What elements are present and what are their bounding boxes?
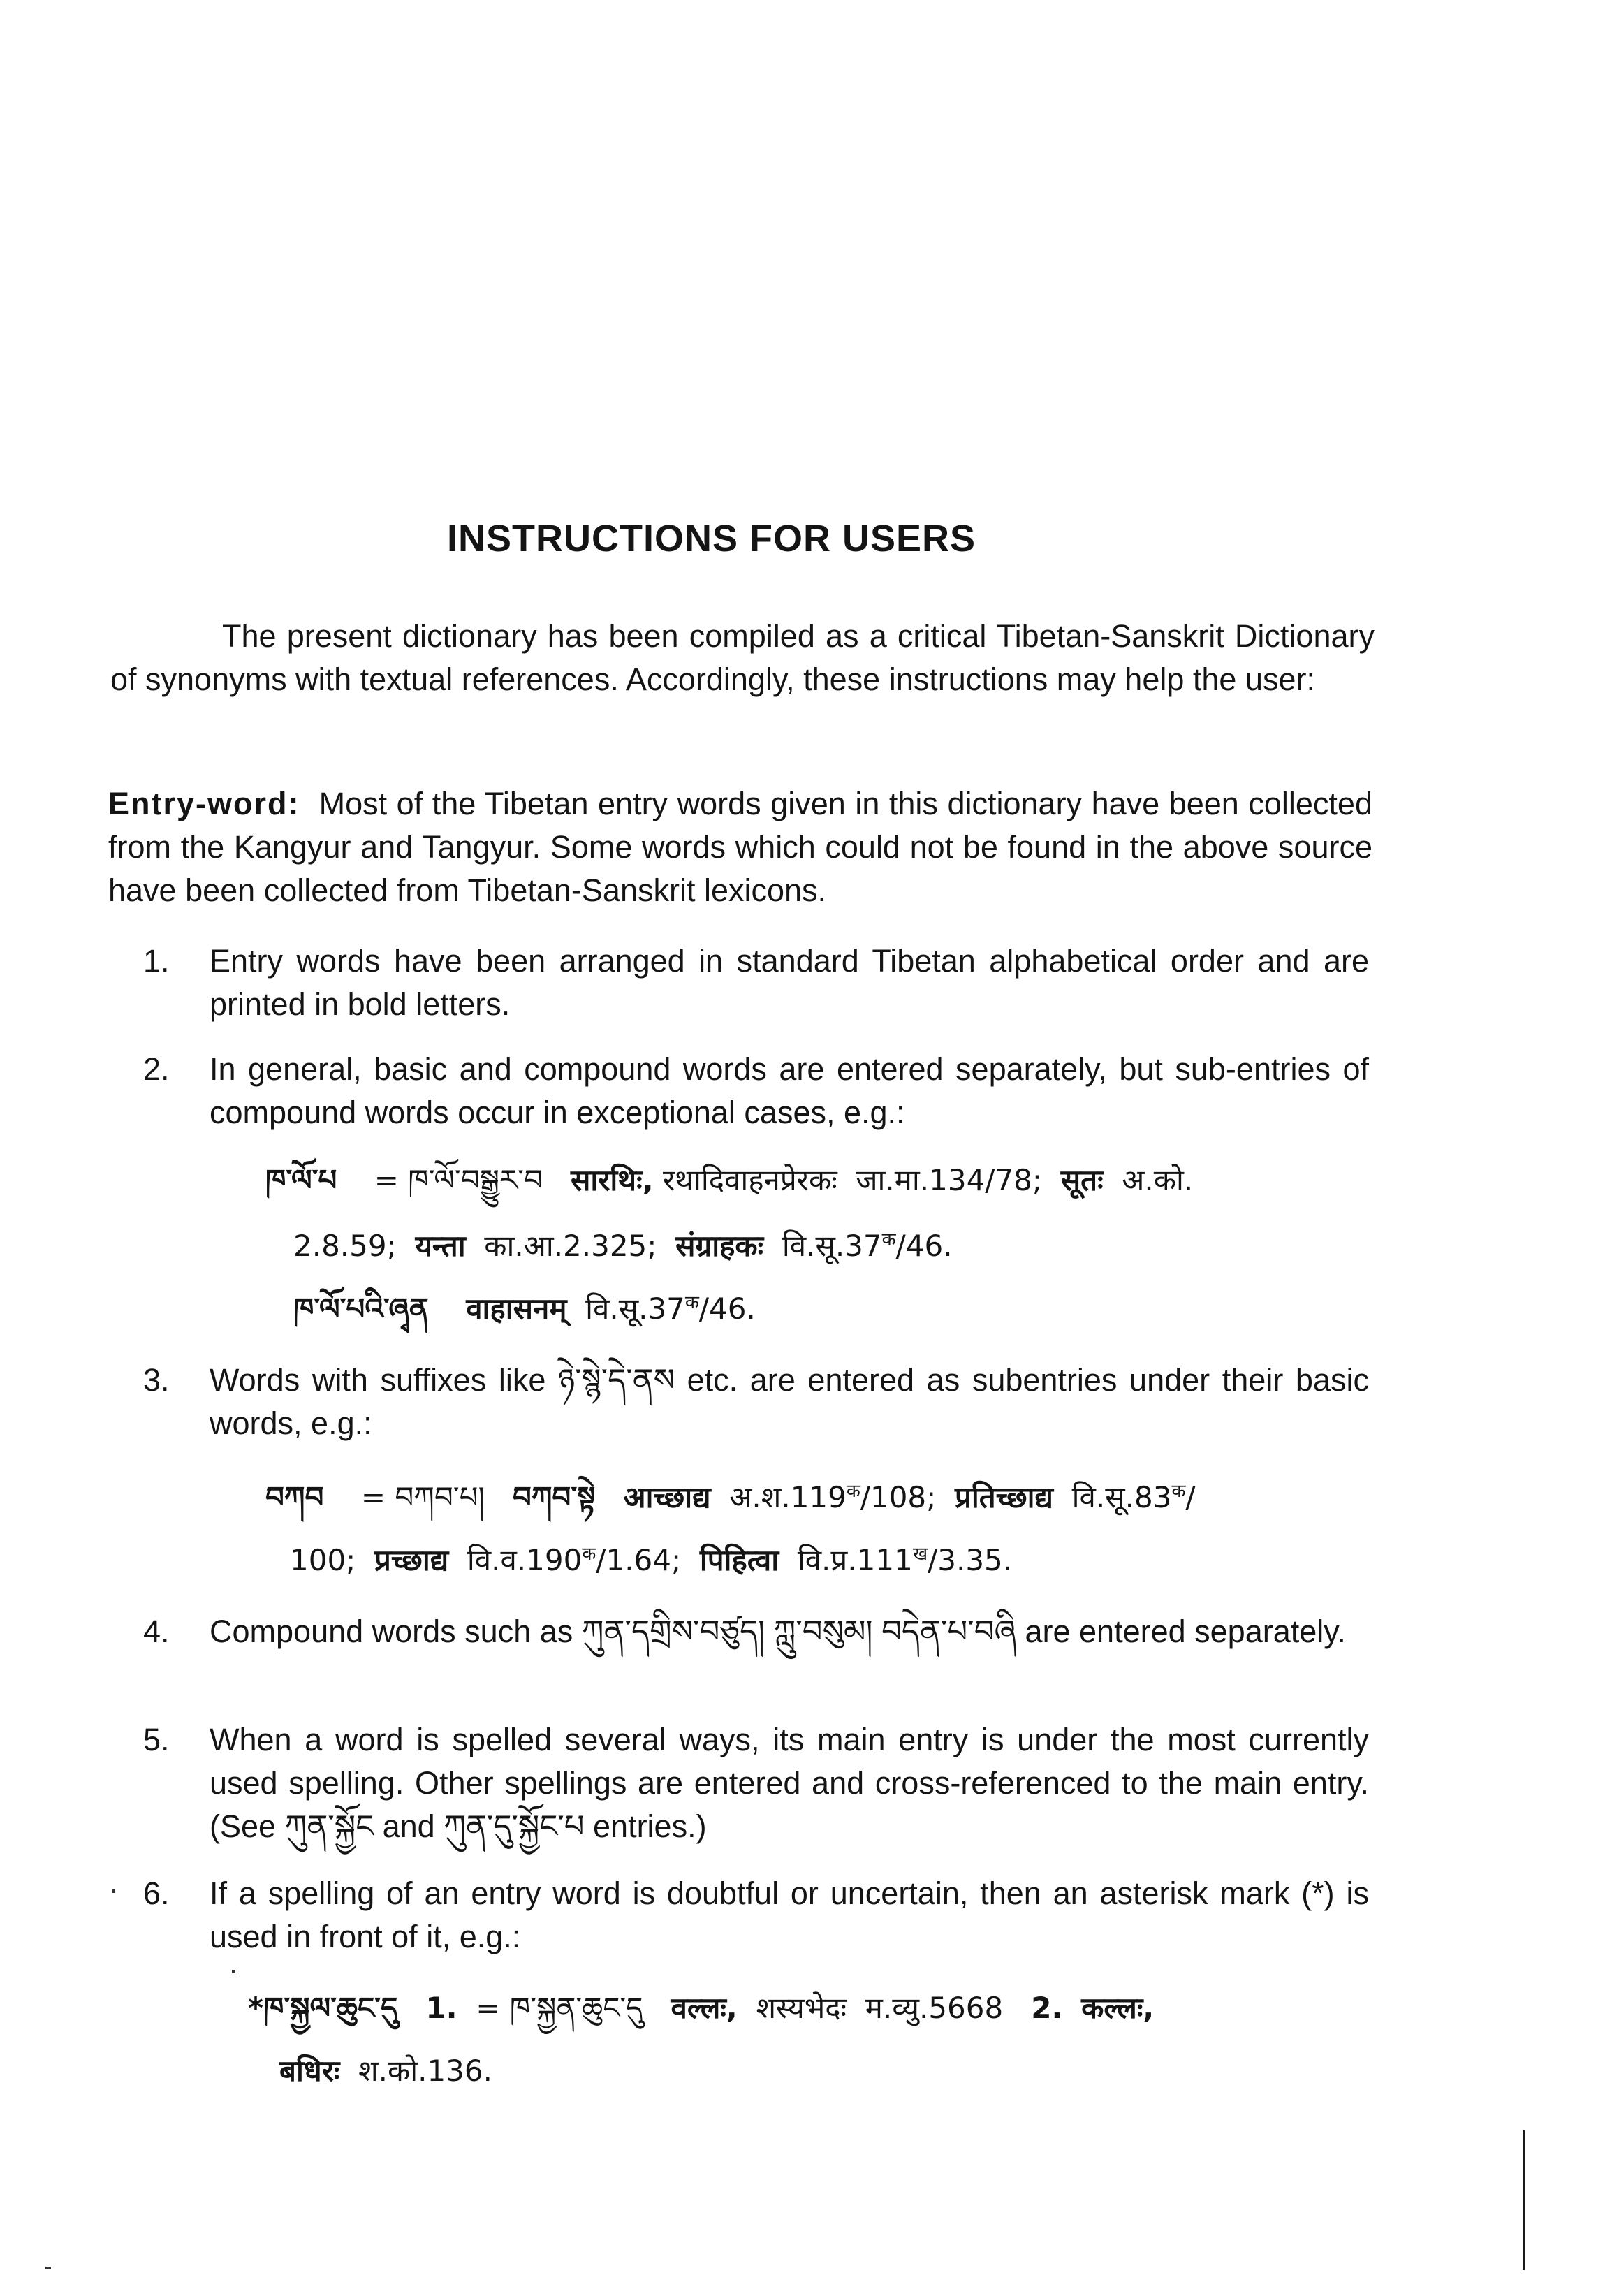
reference: वि.सू.83 [1071,1480,1172,1514]
item-number: 2. [143,1051,170,1087]
item-number: 5. [143,1722,170,1757]
sense-number: 2. [1031,1991,1063,2025]
item-number: 4. [143,1614,170,1649]
equivalent: = ཁ་སྐྱན་ཆུང་དུ [476,1991,643,2025]
sanskrit-term: सारथिः, [570,1163,654,1197]
example-line [265,1470,1196,1519]
item-text: Entry words have been arranged in standard Tibetan alphabetical order and are printed in bold letters. [210,943,1369,1022]
example-line [290,1533,1012,1581]
folio-mark: क [1171,1481,1186,1502]
example-line [265,1160,1193,1201]
item-number: 3. [143,1362,170,1398]
sanskrit-term: सूतः [1060,1163,1104,1197]
reference: जा.मा.134/78; [856,1163,1043,1197]
item-number: 1. [143,943,170,979]
reference: /3.35. [928,1543,1013,1577]
tibetan-text: ཀུན་དགྲིས་བཙུད། ཀླུ་བསུམ། བདེན་པ་བཞི [581,1614,1016,1649]
reference: /108; [860,1480,937,1514]
item-text: When a word is spelled several ways, its main entry is under the most currently used spelling. Other spellings are entered and cross-referenced to the main entry. (See ཀུན་སྐྱོང and ཀུན་དུ་སྐྱོང་པ entries.) [210,1722,1369,1844]
reference: / [1185,1480,1196,1514]
tibetan-subentry: བཀབ་སྟེ [512,1480,596,1514]
example-line [293,1219,953,1267]
intro-paragraph: The present dictionary has been compiled as a critical Tibetan-Sanskrit Dictionary of synonyms with textual references. Accordingly, these instructions may help the user: [110,618,1375,697]
tibetan-text: ཀུན་དུ་སྐྱོང་པ [444,1808,585,1844]
sanskrit-term: वाहासनम् [466,1292,567,1326]
tibetan-entry: ཁ་ལོ་པ [265,1163,337,1197]
example-line [293,1282,756,1330]
reference: वि.सू.37 [782,1229,882,1263]
sanskrit-term: पिहित्वा [699,1543,779,1577]
reference: म.व्यु.5668 [865,1991,1004,2025]
item-text: In general, basic and compound words are entered separately, but sub-entries of compound words occur in exceptional cases, e.g.: [210,1051,1369,1130]
sanskrit-term: प्रच्छाद्य [374,1543,449,1577]
margin-rule [1523,2130,1525,2270]
entry-word-term: Entry-word: [108,786,300,821]
tibetan-entry: བཀབ [265,1480,324,1514]
example-line [279,2050,492,2092]
sanskrit-term: वल्लः, [671,1991,738,2025]
reference: 2.8.59; [293,1229,397,1263]
sanskrit-term: यन्ता [415,1229,466,1263]
definition: शस्यभेदः [756,1991,847,2025]
equivalent: = བཀབ་པ། [360,1480,485,1514]
sanskrit-term: प्रतिच्छाद्य [955,1480,1053,1514]
tibetan-text: ཉེ་སྙེ་དེ་ནས [557,1362,675,1398]
item-text: Compound words such as ཀུན་དགྲིས་བཙུད། ཀླུ་བསུམ། བདེན་པ་བཞི are entered separately. [210,1614,1346,1649]
reference: वि.व.190 [467,1543,583,1577]
entry-word-text: Most of the Tibetan entry words given in this dictionary have been collected from the Kangyur and Tangyur. Some words which could not be found in the above source have been collected from Tibetan-Sanskrit lexicons. [108,786,1372,908]
folio-mark: ख [912,1544,928,1565]
scan-mark [45,2267,51,2269]
folio-mark: क [846,1481,860,1502]
tibetan-text: ཀུན་སྐྱོང [284,1808,374,1844]
entry-word-paragraph [108,782,1372,912]
reference: /46. [895,1229,953,1263]
folio-mark: क [881,1229,896,1250]
tibetan-subentry: ཁ་ལོ་པའི་ཞྭན [293,1292,429,1326]
reference: वि.सू.37 [585,1292,685,1326]
reference: वि.प्र.111 [797,1543,913,1577]
item-text: Words with suffixes like ཉེ་སྙེ་དེ་ནས etc. are entered as subentries under their basic words, e.g.: [210,1362,1369,1441]
reference: /1.64; [596,1543,682,1577]
folio-mark: क [684,1292,699,1313]
sanskrit-term: संग्राहकः [675,1229,764,1263]
scan-mark [112,1889,115,1893]
definition: रथादिवाहनप्रेरकः [662,1163,837,1197]
tibetan-entry: *ཁ་སྐྱལ་ཆུང་དུ [248,1991,398,2025]
reference: अ.को. [1122,1163,1194,1197]
sanskrit-term: आच्छाद्य [623,1480,711,1514]
item-text: If a spelling of an entry word is doubtful or uncertain, then an asterisk mark (*) is used in front of it, e.g.: [210,1875,1369,1954]
sanskrit-term: बधिरः [279,2054,340,2088]
reference: अ.श.119 [729,1480,847,1514]
reference: 100; [290,1543,356,1577]
item-number: 6. [143,1875,170,1911]
reference: श.को.136. [358,2054,492,2088]
equivalent: = ཁ་ལོ་བསྒྱུར་བ [374,1163,543,1197]
reference: का.आ.2.325; [484,1229,657,1263]
page-title: INSTRUCTIONS FOR USERS [447,518,976,560]
example-line [248,1987,1154,2029]
folio-mark: क [582,1544,596,1565]
sense-number: 1. [425,1991,457,2025]
sanskrit-term: कल्लः, [1081,1991,1155,2025]
reference: /46. [698,1292,756,1326]
scan-mark [232,1970,235,1973]
